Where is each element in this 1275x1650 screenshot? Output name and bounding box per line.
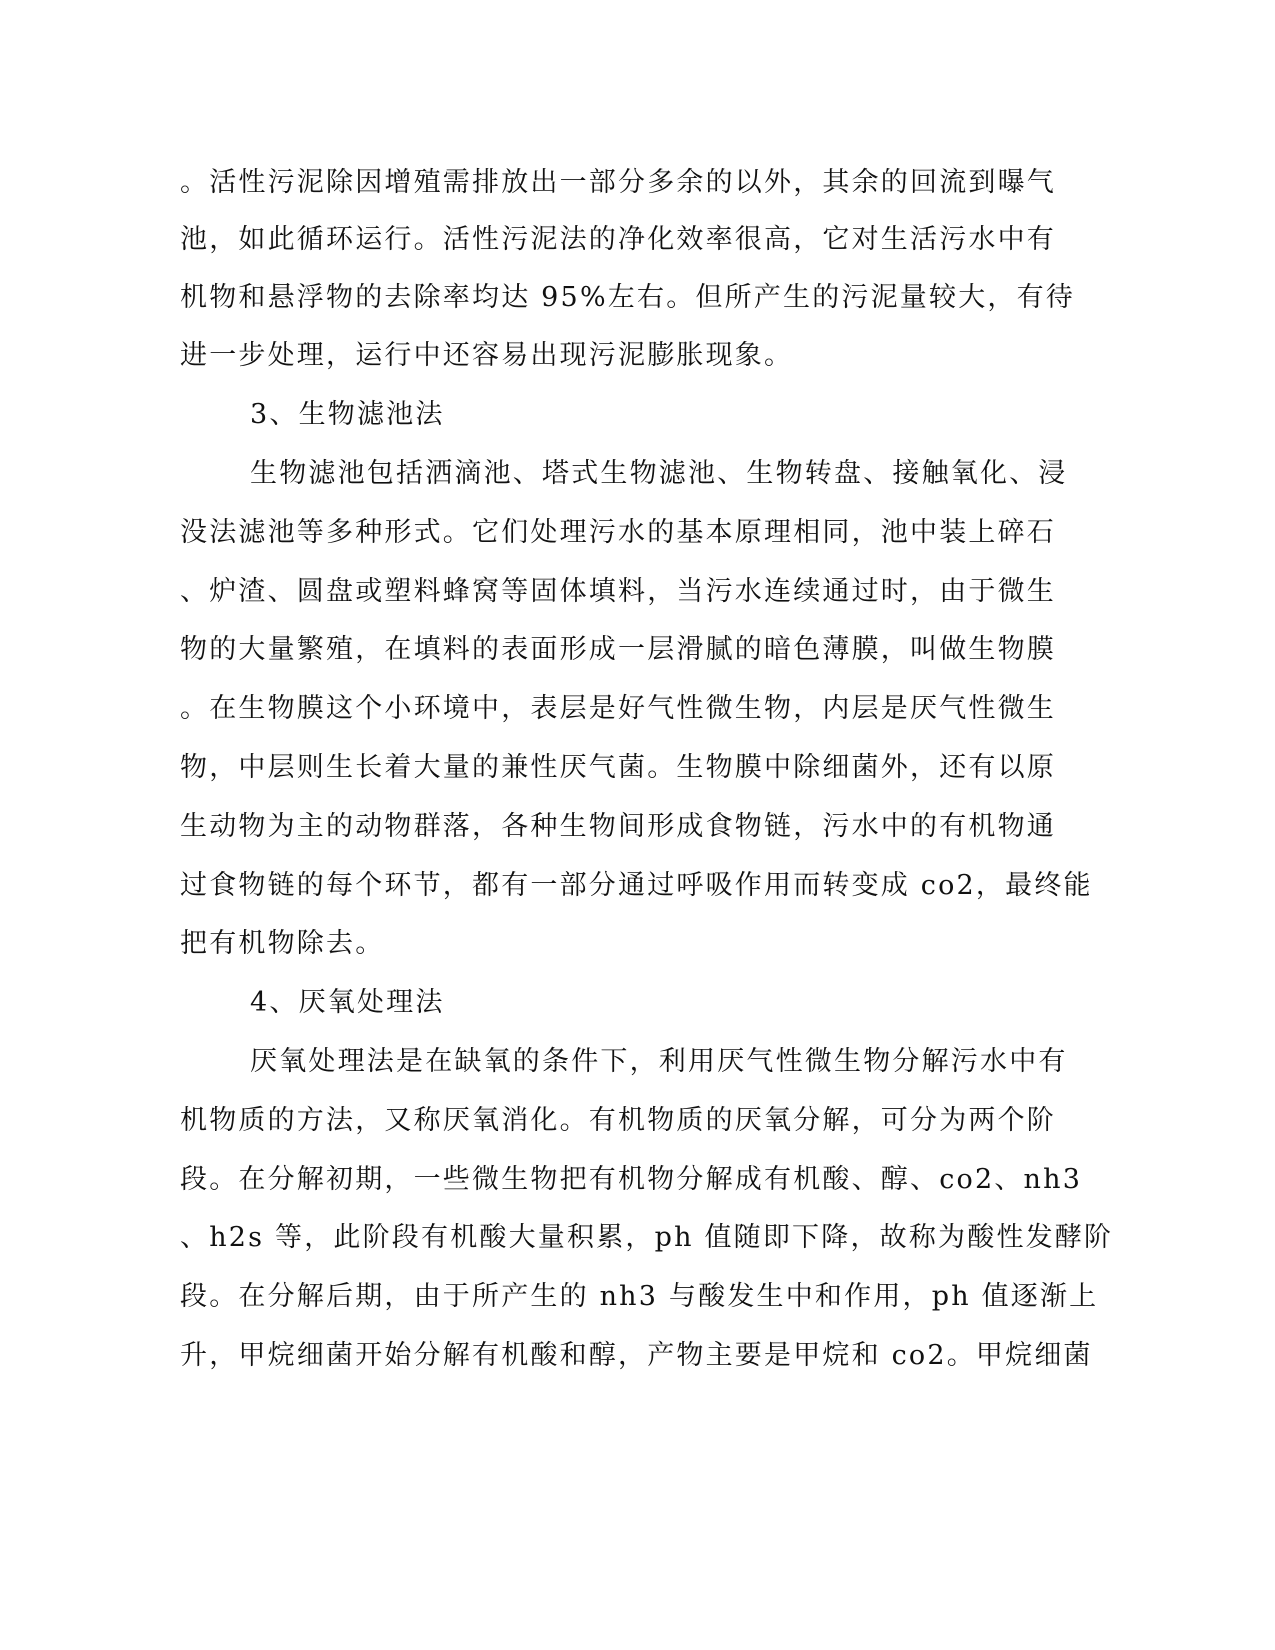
text-line: 进一步处理，运行中还容易出现污泥膨胀现象。	[180, 340, 794, 371]
text-line: 过食物链的每个环节，都有一部分通过呼吸作用而转变成 co2，最终能	[180, 870, 1093, 901]
text-line: 厌氧处理法是在缺氧的条件下，利用厌气性微生物分解污水中有	[250, 1046, 1068, 1077]
text-line: 把有机物除去。	[180, 928, 385, 959]
text-line: 段。在分解初期，一些微生物把有机物分解成有机酸、醇、co2、nh3	[180, 1164, 1083, 1195]
text-line: 没法滤池等多种形式。它们处理污水的基本原理相同，池中装上碎石	[180, 517, 1056, 548]
text-line: 机物质的方法，又称厌氧消化。有机物质的厌氧分解，可分为两个阶	[180, 1105, 1056, 1136]
text-line: 。活性污泥除因增殖需排放出一部分多余的以外，其余的回流到曝气	[180, 167, 1056, 198]
section-heading: 3、生物滤池法	[250, 399, 445, 430]
text-line: 生动物为主的动物群落，各种生物间形成食物链，污水中的有机物通	[180, 811, 1056, 842]
text-line: 、炉渣、圆盘或塑料蜂窝等固体填料，当污水连续通过时，由于微生	[180, 576, 1056, 607]
text-line: 物，中层则生长着大量的兼性厌气菌。生物膜中除细菌外，还有以原	[180, 752, 1056, 783]
text-line: 、h2s 等，此阶段有机酸大量积累，ph 值随即下降，故称为酸性发酵阶	[180, 1222, 1114, 1253]
section-heading: 4、厌氧处理法	[250, 987, 445, 1018]
text-line: 物的大量繁殖，在填料的表面形成一层滑腻的暗色薄膜，叫做生物膜	[180, 634, 1056, 665]
text-line: 。在生物膜这个小环境中，表层是好气性微生物，内层是厌气性微生	[180, 693, 1056, 724]
text-line: 升，甲烷细菌开始分解有机酸和醇，产物主要是甲烷和 co2。甲烷细菌	[180, 1340, 1093, 1371]
text-line: 生物滤池包括洒滴池、塔式生物滤池、生物转盘、接触氧化、浸	[250, 458, 1068, 489]
text-line: 段。在分解后期，由于所产生的 nh3 与酸发生中和作用，ph 值逐渐上	[180, 1281, 1099, 1312]
text-line: 池，如此循环运行。活性污泥法的净化效率很高，它对生活污水中有	[180, 224, 1056, 255]
text-line: 机物和悬浮物的去除率均达 95%左右。但所产生的污泥量较大，有待	[180, 282, 1075, 313]
